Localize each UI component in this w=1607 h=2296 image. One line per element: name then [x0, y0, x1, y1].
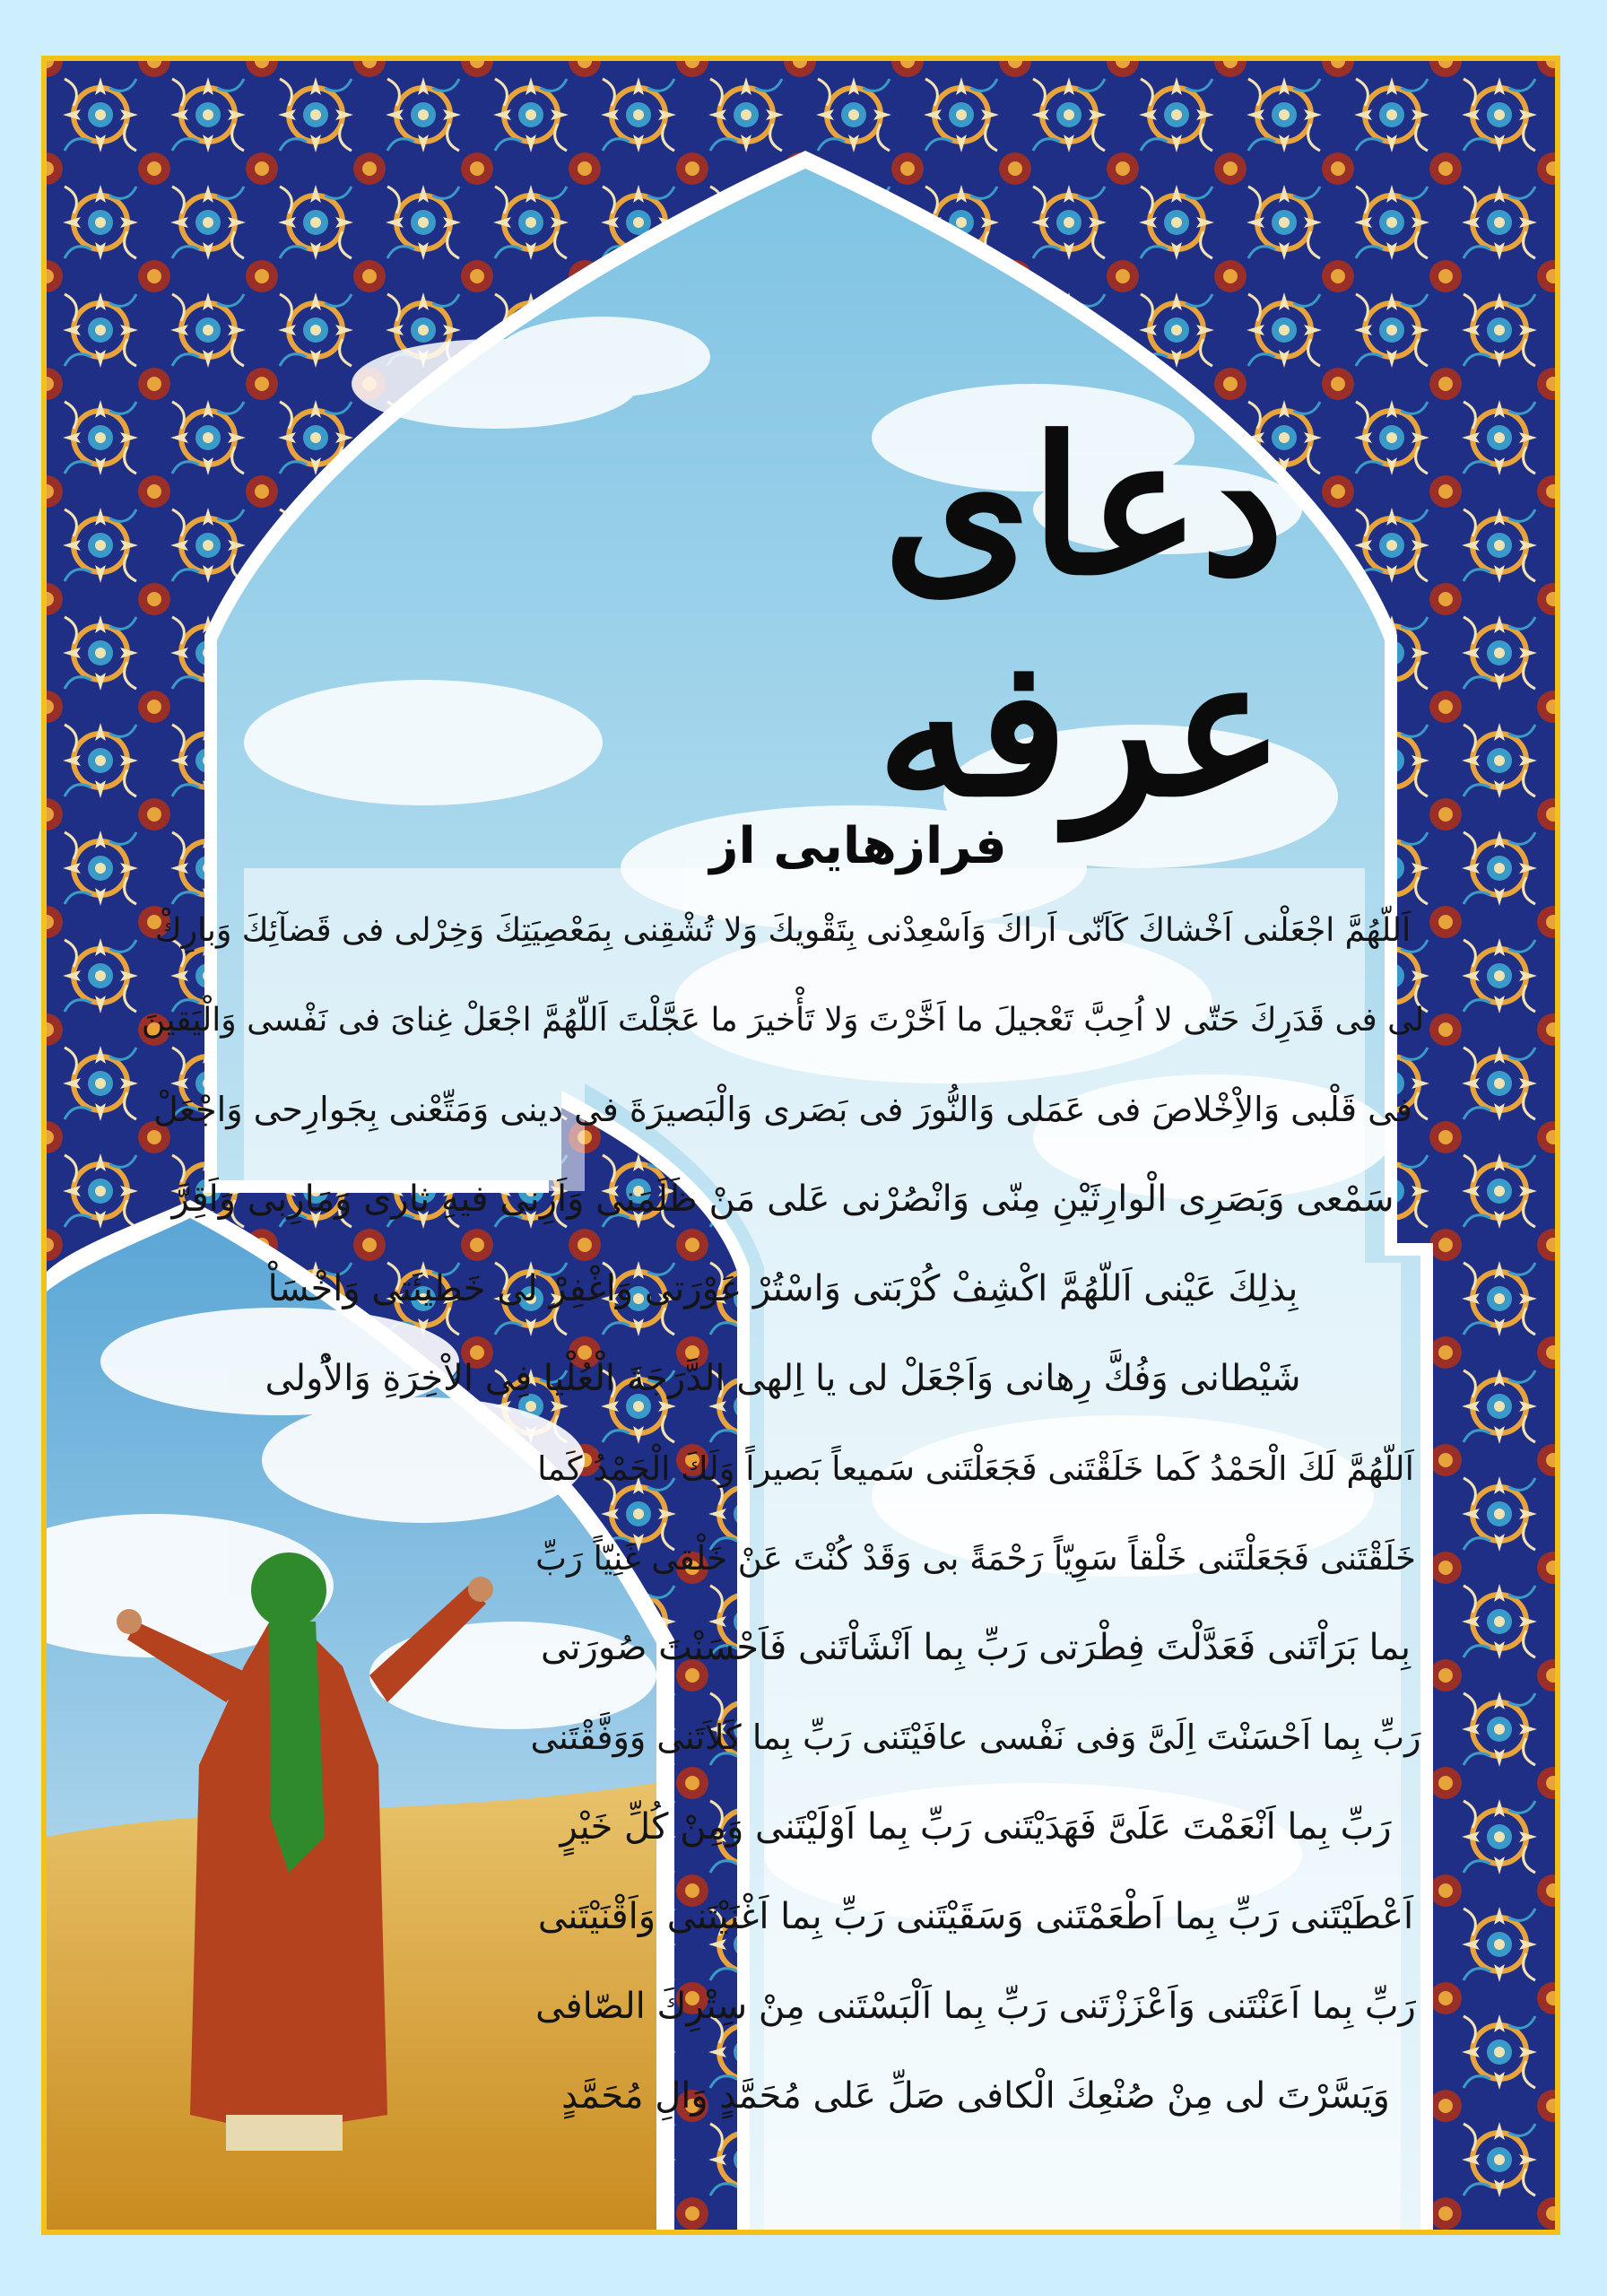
page-subtitle: فرازهایی از — [709, 816, 1007, 875]
prayer-line: اَللّهُمَّ لَكَ الْحَمْدُ كَما خَلَقْتَنى فَجَعَلْتَنى سَميعاً بَصيراً وَلَكَ الْحَمْدُ كَما — [537, 1448, 1414, 1488]
prayer-line: بِما بَرَاْتَنى فَعَدَّلْتَ فِطْرَتى رَبِّ بِما اَنْشَاْتَنى فَاَحْسَنْتَ صُورَتى — [541, 1627, 1411, 1668]
prayer-line: رَبِّ بِما اَعَنْتَنى وَاَعْزَزْتَنى رَبِّ بِما اَلْبَسْتَنى مِنْ سِتْرِكَ الصّافى — [535, 1986, 1416, 2027]
prayer-line: رَبِّ بِما اَنْعَمْتَ عَلَىَّ فَهَدَيْتَنى رَبِّ بِما اَوْلَيْتَنى وَمِنْ كُلِّ خَيْرٍ — [560, 1806, 1392, 1848]
page-title: دعای عرفه — [876, 396, 1284, 839]
prayer-line: اَعْطَيْتَنى رَبِّ بِما اَطْعَمْتَنى وَسَقَيْتَنى رَبِّ بِما اَغْنَيْتَنى وَاَقْنَيْتَنى — [537, 1896, 1414, 1937]
prayer-line: خَلَقْتَنى فَجَعَلْتَنى خَلْقاً سَوِيّاً رَحْمَةً بى وَقَدْ كُنْتَ عَنْ خَلْقى غَنِيّاً رَبِّ — [535, 1538, 1416, 1578]
prayer-line: اَللّهُمَّ اجْعَلْنى اَخْشاكَ كَاَنّى اَراكَ وَاَسْعِدْنى بِتَقْويكَ وَلا تُشْقِنى بِمَعْصِيَتِكَ وَخِرْلى فى قَضآئِكَ وَبارِكْ — [154, 911, 1412, 949]
prayer-line: وَيَسَّرْتَ لى مِنْ صُنْعِكَ الْكافى صَلِّ عَلى مُحَمَّدٍ وَالِ مُحَمَّدٍ — [561, 2075, 1390, 2117]
title-block — [432, 396, 1284, 895]
poster-frame — [41, 56, 1560, 2235]
prayer-line: رَبِّ بِما اَحْسَنْتَ اِلَىَّ وَفى نَفْسى عافَيْتَنى رَبِّ بِما كَلاَتَنى وَوَفَّقْتَنى — [530, 1718, 1421, 1757]
prayer-line: شَيْطانى وَفُكَّ رِهانى وَاَجْعَلْ لى يا اِلهى الدَّرَجَةَ الْعُلْيا فِى الاْخِرَةِ وَالاُْولى — [265, 1358, 1301, 1399]
prayer-line: فى قَلْبى وَالاِْخْلاصَ فى عَمَلى وَالنُّورَ فى بَصَرى وَالْبَصيرَةَ فى دينى وَمَتِّعْنى بِجَوارِحى وَاجْعَلْ — [153, 1090, 1412, 1129]
prayer-line: سَمْعى وَبَصَرِى الْوارِثَيْنِ مِنّى وَانْصُرْنى عَلى مَنْ ظَلَمَنى وَاَرِنى فيهِ ثارى وَمَارِبى وَاَقِرَّ — [171, 1178, 1394, 1220]
prayer-line: بِذلِكَ عَيْنى اَللّهُمَّ اكْشِفْ كُرْبَتى وَاسْتُرْ عَوْرَتى وَاغْفِرْ لى خَطيئَتى وَاخْسَاْ — [267, 1268, 1299, 1309]
prayer-line: لى فى قَدَرِكَ حَتّى لا اُحِبَّ تَعْجيلَ ما اَخَّرْتَ وَلا تَأْخيرَ ما عَجَّلْتَ اَللّهُمَّ اجْعَلْ غِناىَ فى نَفْسى وَالْيَقينَ — [141, 1001, 1425, 1039]
